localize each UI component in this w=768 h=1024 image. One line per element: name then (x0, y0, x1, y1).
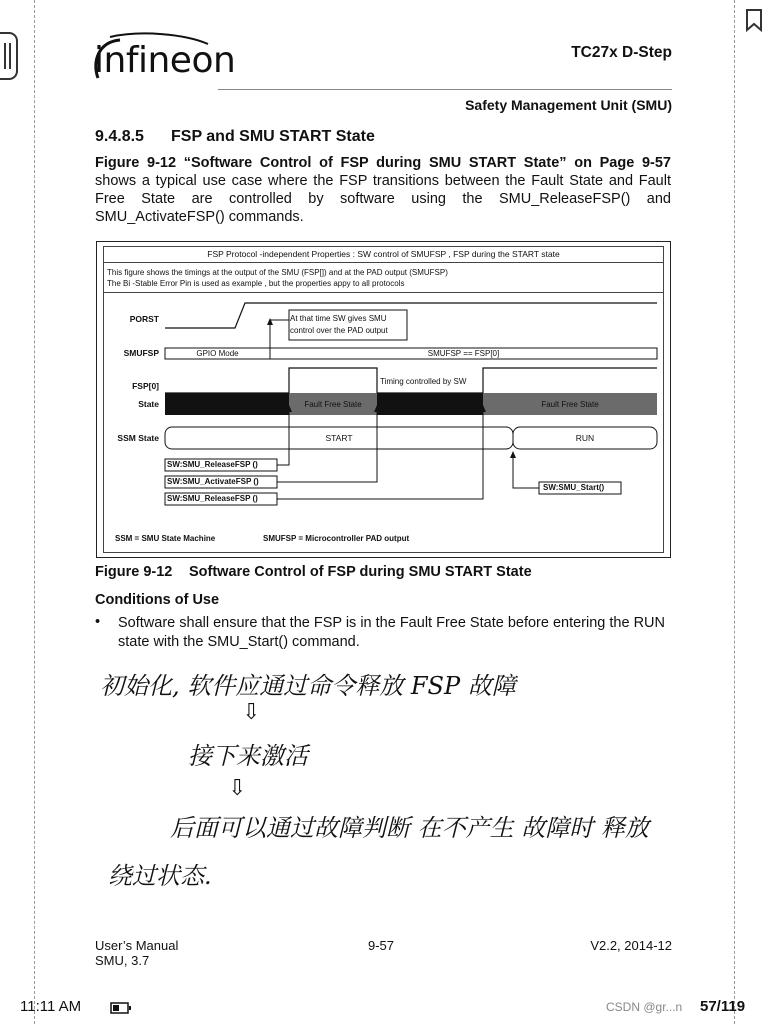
handwritten-note-line2: 接下来激活 (188, 742, 308, 770)
intro-text: shows a typical use case where the FSP transitions between the Fault State and Fault Free State are controlled by software using the SMU_ReleaseFSP() and SMU_ActivateFSP() commands. (95, 173, 671, 225)
fault-state-segment-1 (165, 393, 289, 415)
handwritten-note-line1: 初始化, 软件应通过命令释放 FSP 故障 (100, 672, 516, 700)
bullet-marker: • (95, 614, 101, 630)
intro-paragraph (95, 154, 671, 226)
figure-title: FSP Protocol -independent Properties : SW control of SMUFSP , FSP during the START state (103, 246, 664, 263)
label-fsp0: FSP[0] (132, 381, 159, 391)
fault-state-segment-2 (377, 393, 483, 415)
header-divider (218, 89, 672, 90)
callout-text: At that time SW gives SMU control over the PAD output (290, 314, 388, 335)
figure-reference-link[interactable]: Figure 9-12 “Software Control of FSP during SMU START State” on Page 9-57 (95, 155, 671, 171)
legend-smufsp: SMUFSP = Microcontroller PAD output (263, 534, 410, 543)
watermark: CSDN @gr...n (606, 1000, 683, 1014)
label-smufsp: SMUFSP (123, 348, 159, 358)
infineon-logo: infineon (94, 40, 236, 81)
figure-description-2: The Bi -Stable Error Pin is used as example , but the properties appy to all protocols (107, 279, 405, 288)
cmd-activate-fsp: SW:SMU_ActivateFSP () (167, 477, 259, 486)
section-title: FSP and SMU START State (171, 128, 375, 145)
document-title: TC27x D-Step (571, 44, 672, 61)
footer-page-number: 9-57 (368, 938, 395, 953)
section-number: 9.4.8.5 (95, 128, 144, 145)
footer-left (95, 938, 178, 968)
label-state: State (138, 399, 159, 409)
fault-free-label-2: Fault Free State (541, 400, 599, 409)
footer-chapter: SMU, 3.7 (95, 953, 150, 968)
label-porst: PORST (129, 314, 159, 324)
footer-manual: User’s Manual (95, 938, 179, 953)
fault-free-label-1: Fault Free State (304, 400, 362, 409)
section-heading (95, 128, 375, 146)
handwritten-note-line3: 后面可以通过故障判断 在不产生 故障时 释放 (170, 814, 649, 842)
handwritten-arrow-2: ⇩ (228, 776, 247, 801)
smufsp-equals-label: SMUFSP == FSP[0] (427, 349, 500, 358)
ssm-start-label: START (325, 433, 353, 443)
handwritten-note-line4: 绕过状态. (108, 862, 212, 890)
cmd-release-fsp-2: SW:SMU_ReleaseFSP () (167, 494, 258, 503)
figure-description-1: This figure shows the timings at the output of the SMU (FSP[]) and at the PAD output (SMUFSP) (107, 268, 448, 277)
bookmark-icon[interactable] (745, 8, 763, 37)
conditions-heading: Conditions of Use (95, 592, 220, 608)
cmd-release-fsp-1: SW:SMU_ReleaseFSP () (167, 460, 258, 469)
handwritten-arrow-1: ⇩ (242, 700, 261, 725)
label-ssm-state: SSM State (117, 433, 159, 443)
caption-number: Figure 9-12 (95, 564, 173, 580)
status-time: 11:11 AM (20, 998, 82, 1015)
ssm-run-label: RUN (575, 433, 595, 443)
cmd-smu-start: SW:SMU_Start() (543, 483, 605, 492)
battery-icon (110, 1001, 132, 1019)
side-panel-toggle[interactable] (0, 32, 18, 80)
caption-title: Software Control of FSP during SMU START State (189, 564, 532, 580)
conditions-text: Software shall ensure that the FSP is in the Fault Free State before entering the RUN state with the SMU_Start() command. (118, 615, 665, 650)
gpio-mode-label: GPIO Mode (196, 349, 239, 358)
porst-waveform (165, 303, 657, 328)
timing-figure (96, 241, 671, 558)
legend-ssm: SSM = SMU State Machine (115, 534, 216, 543)
figure-caption (95, 564, 532, 580)
footer-version: V2.2, 2014-12 (590, 938, 672, 953)
timing-sw-label: Timing controlled by SW (380, 377, 467, 386)
chapter-title: Safety Management Unit (SMU) (465, 97, 672, 113)
page-counter[interactable]: 57/119 (700, 998, 746, 1015)
